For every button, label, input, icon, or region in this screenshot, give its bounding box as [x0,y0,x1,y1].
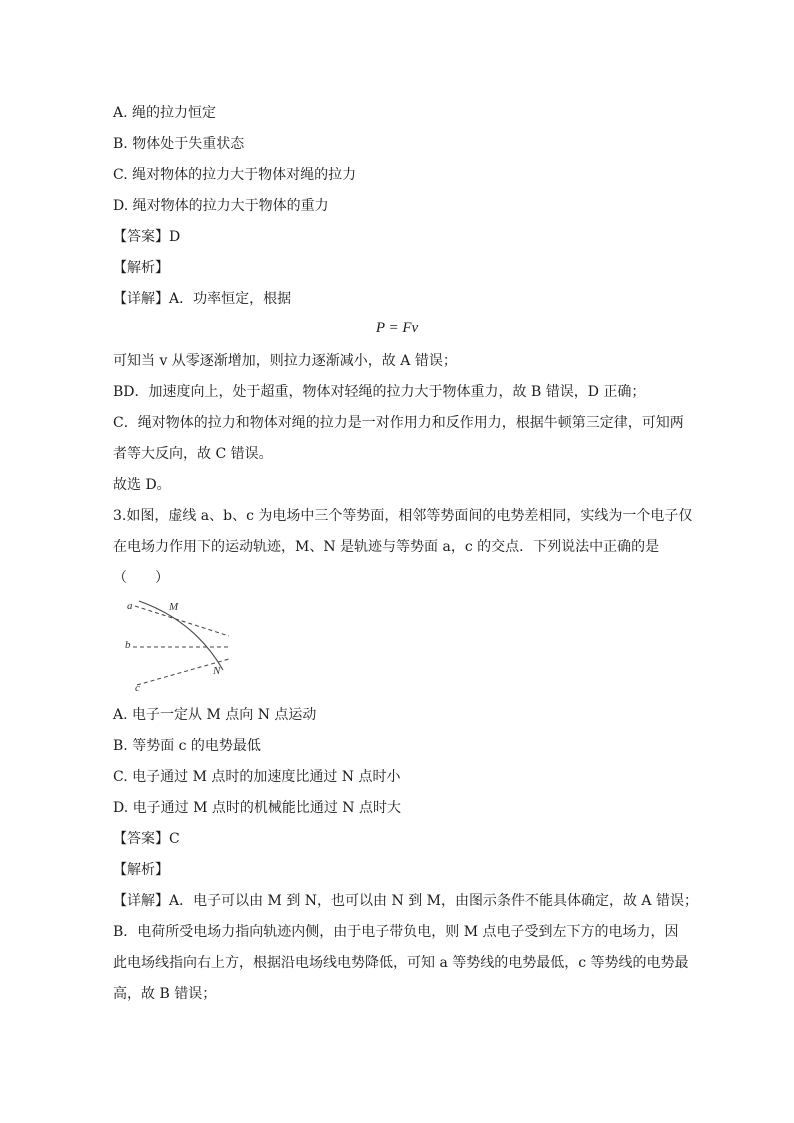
q2-line-c2: 者等大反向，故 C 错误。 [113,446,273,462]
label-m: M [169,601,179,613]
answer-value: C [169,831,180,847]
q2-detail-intro: 【详解】A．功率恒定，根据 [113,291,292,307]
q3-stem-line2: 在电场力作用下的运动轨迹，M、N 是轨迹与等势面 a，c 的交点．下列说法中正确的是 [113,539,660,555]
q2-line-a: 可知当 v 从零逐渐增加，则拉力逐渐减小，故 A 错误； [113,353,457,369]
answer-value: D [169,229,181,245]
q3-detail-b2: 此电场线指向右上方，根据沿电场线电势降低，可知 a 等势线的电势最低，c 等势线的电势最 [113,955,689,971]
q3-stem-line3: （ ） [113,570,169,586]
q3-answer [113,829,180,849]
q3-detail-b3: 高，故 B 错误； [113,986,217,1002]
label-n: N [213,665,221,677]
label-c: c [135,682,140,692]
equipotential-line-a [135,606,229,636]
q2-conclusion: 故选 D。 [113,477,171,493]
q3-option-c: C. 电子通过 M 点时的加速度比通过 N 点时小 [113,769,401,785]
formula: P = Fv [375,320,419,336]
equipotential-figure [125,596,235,692]
q3-detail-a: 【详解】A．电子可以由 M 到 N，也可以由 N 到 M，由图示条件不能具体确定，故 A 错误； [113,893,698,909]
q3-option-b: B. 等势面 c 的电势最低 [113,738,261,754]
q2-analysis-label: 【解析】 [113,260,169,276]
answer-label: 【答案】 [113,831,169,847]
q2-option-c: C. 绳对物体的拉力大于物体对绳的拉力 [113,167,357,183]
q2-line-c1: C．绳对物体的拉力和物体对绳的拉力是一对作用力和反作用力，根据牛顿第三定律，可知两 [113,415,684,431]
q3-analysis-label: 【解析】 [113,862,169,878]
answer-label: 【答案】 [113,229,169,245]
label-b: b [125,639,131,651]
q2-option-a: A. 绳的拉力恒定 [113,105,217,121]
q3-detail-b1: B．电荷所受电场力指向轨迹内侧，由于电子带负电，则 M 点电子受到左下方的电场力，因 [113,924,679,940]
q3-option-a: A. 电子一定从 M 点向 N 点运动 [113,707,317,723]
q2-answer [113,227,180,247]
q3-option-d: D. 电子通过 M 点时的机械能比通过 N 点时大 [113,800,402,816]
q3-stem-line1: 3.如图，虚线 a、b、c 为电场中三个等势面，相邻等势面间的电势差相同，实线为一个电子仅 [113,508,693,524]
q2-line-bd: BD．加速度向上，处于超重，物体对轻绳的拉力大于物体重力，故 B 错误，D 正确； [113,384,646,400]
q2-option-b: B. 物体处于失重状态 [113,136,245,152]
q2-option-d: D. 绳对物体的拉力大于物体的重力 [113,198,329,214]
label-a: a [127,600,133,612]
